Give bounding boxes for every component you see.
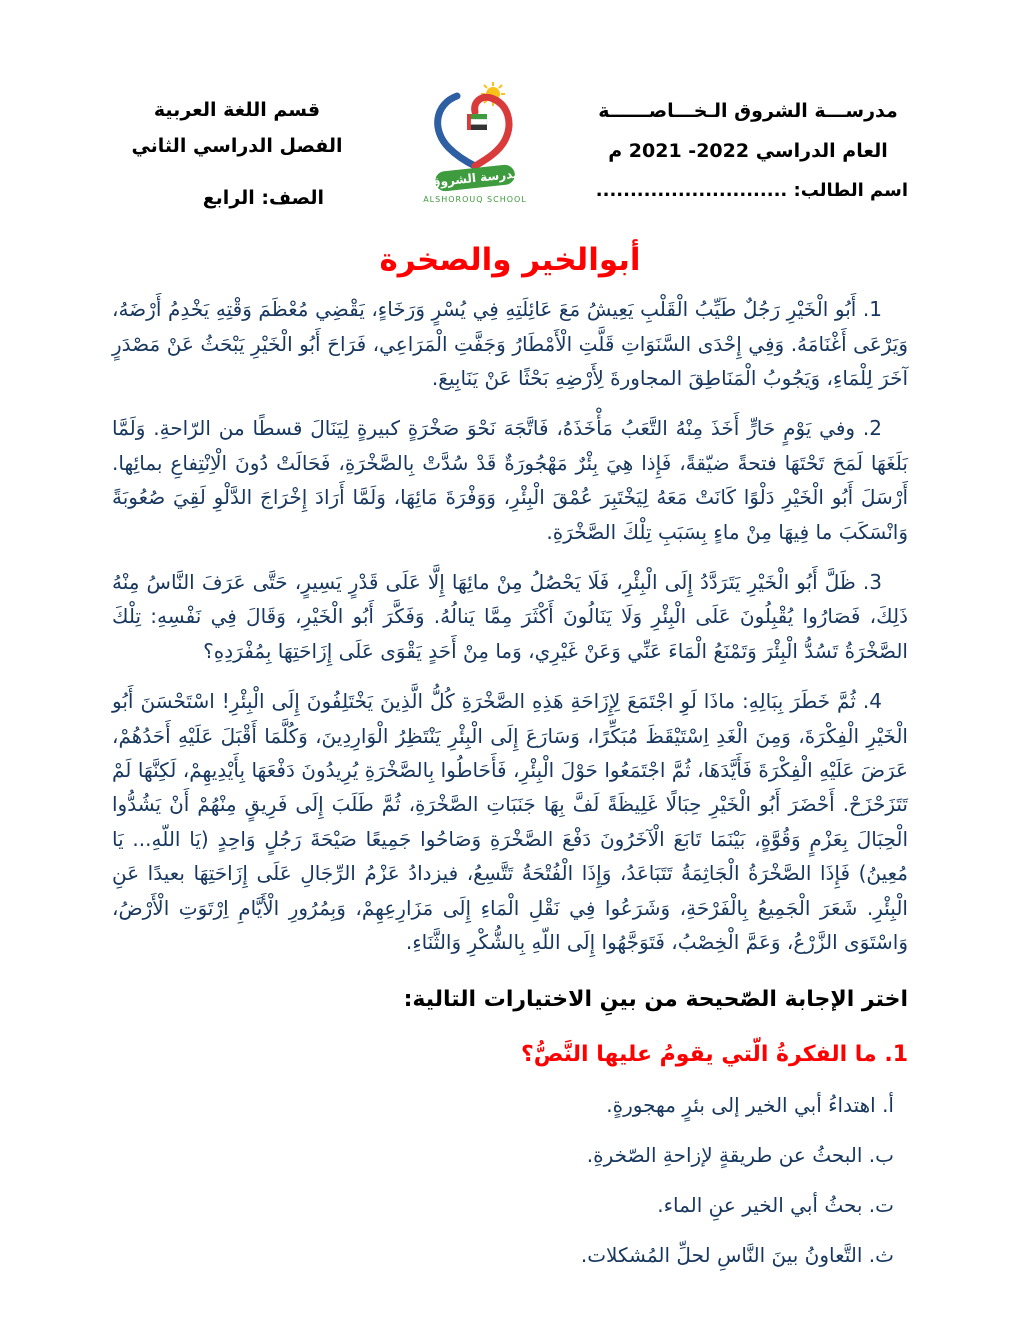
quiz-instruction: اختر الإجابة الصّحيحة من بينِ الاختيارات التالية: [403,987,908,1013]
school-logo [400,78,550,206]
quiz-option-th: ث. التَّعاونُ بينَ النَّاسِ لحلِّ المُشكلات. [580,1243,894,1268]
quiz-option-t: ت. بحثُ أبي الخير عنِ الماء. [657,1193,894,1218]
logo-english-name: ALSHOROUQ SCHOOL [423,195,527,204]
student-name-line: اسم الطالب: ............................ [595,179,908,201]
page-title: أبوالخير والصخرة [379,242,641,279]
semester: الفصل الدراسي الثاني [131,135,343,158]
quiz-question-1: 1. ما الفكرةُ الّتي يقومُ عليها النَّصُّ؟ [521,1042,908,1068]
school-info-block [588,92,908,210]
story-text [112,292,908,959]
quiz-option-a: أ. اهتداءُ أبي الخير إلى بئرٍ مهجورةٍ. [606,1093,894,1118]
page-header [112,92,908,216]
school-name: مدرســـة الشروق الـخـــاصــــــة [598,100,898,122]
story-paragraph-3: 3. ظَلَّ أَبُو الْخَيْرِ يَتَرَدَّدُ إِلَى الْبِئْرِ، فَلَا يَحْصُلُ مِنْ مائِهَا إِلَّا عَلَى قَدْرٍ يَسِيرٍ، حَتَّى عَرَفَ النَّاسُ مِنْهُ ذَلِكَ، فَصَارُوا يُقْبِلُونَ عَلَى الْبِئْرِ وَلَا يَنَالُونَ أَكْثَرَ مِمَّا يَنالُهُ. وَفَكَّرَ أَبُو الْخَيْرِ، وَقَالَ فِي نَفْسِهِ: تِلْكَ الصَّخْرَةُ تَسُدُّ الْبِئْرَ وَتَمْنَعُ الْمَاءَ عَنِّي وَعَنْ غَيْرِي، وَما مِنْ أَحَدٍ يَقْوَى عَلَى إِزَاحَتِهَا بِمُفْرَدِهِ؟ [112,570,908,663]
logo-arabic-name: مدرسة الشروق [429,166,521,190]
story-paragraph-1: 1. أَبُو الْخَيْرِ رَجُلٌ طَيِّبُ الْقَلْبِ يَعِيشُ مَعَ عَائِلَتِهِ فِي يُسْرٍ وَرَخَاءٍ، يَقْضِي مُعْظَمَ وَقْتِهِ يَخْدِمُ أَرْضَهُ، وَيَرْعَى أَغْنَامَهُ. وَفِي إِحْدَى السَّنَوَاتِ قَلَّتِ الْأَمْطَارُ وَجَفَّتِ الْمَرَاعِي، فَرَاحَ أَبُو الْخَيْرِ يَبْحَثُ عَنْ مَصْدَرٍ آخَرَ لِلْمَاءِ، وَيَجُوبُ الْمَنَاطِقَ المجاورةَ لِأَرْضِهِ بَحْثًا عَنْ يَنَابِيعَ. [112,297,908,391]
story-paragraph-4: 4. ثُمَّ خَطَرَ بِبَالِهِ: ماذَا لَوِ اجْتَمَعَ لِإِزَاحَةِ هَذِهِ الصَّخْرَةِ كُلُّ الَّذِينَ يَخْتَلِفُونَ إِلَى الْبِئْرِ! اسْتَحْسَنَ أَبُو الْخَيْرِ الْفِكْرَةَ، وَمِنَ الْغَدِ اِسْتَيْقَظَ مُبَكِّرًا، وَسَارَعَ إِلَى الْبِئْرِ يَنْتَظِرُ الْوَارِدِينَ، وَكُلَّمَا أَقْبَلَ عَلَيْهِ أَحَدُهُمْ، عَرَضَ عَلَيْهِ الْفِكْرَةَ فَأَيَّدَهَا، ثُمَّ اجْتَمَعُوا حَوْلَ الْبِئْرِ، فَأَحَاطُوا بِالصَّخْرَةِ يُرِيدُونَ دَفْعَهَا بِأَيْدِيهِمْ، لَكِنَّهَا لَمْ تَتَزَحْزَحْ. أَحْضَرَ أَبُو الْخَيْرِ حِبَالًا غَلِيظَةً لَفَّ بِهَا جَنَبَاتِ الصَّخْرَةِ، ثُمَّ طَلَبَ إِلَى فَرِيقٍ مِنْهُمْ أَنْ يَشُدُّوا الْحِبَالَ بِعَزْمٍ وَقُوَّةٍ، بَيْنَمَا تَابَعَ الْآخَرُونَ دَفْعَ الصَّخْرَةِ وَصَاحُوا جَمِيعًا صَيْحَةَ رَجُلٍ وَاحِدٍ (يَا اللّهِ... يَا مُعِينُ) فَإِذَا الصَّخْرَةُ الْجَاثِمَةُ تَتَبَاعَدُ، وَإِذَا الْفُتْحَةُ تَتَّسِعُ، فيزدادُ عَزْمُ الرِّجَالِ عَلَى إِزَاحَتِهَا بعيدًا عَنِ الْبِئْرِ. شَعَرَ الْجَمِيعُ بِالْفَرْحَةِ، وَشَرَعُوا فِي نَقْلِ الْمَاءِ إِلَى مَزَارِعِهِمْ، وَبِمُرُورِ الْأَيَّامِ اِرْتَوَتِ الْأَرْضُ، وَاسْتَوَى الزَّرْعُ، وَعَمَّ الْخِصْبُ، فَتَوَجَّهُوا إِلَى اللّهِ بِالشُّكْرِ وَالثَّنَاءِ. [112,689,908,954]
grade: الصف: الرابع [202,187,324,210]
department-name: قسم اللغة العربية [153,99,321,121]
story-paragraph-2: 2. وفي يَوْمٍ حَارٍّ أَخَذَ مِنْهُ التَّعَبُ مَأْخَذَهُ، فَاتَّجَهَ نَحْوَ صَخْرَةٍ كبيرةٍ لِيَنَالَ قسطًا من الرّاحةِ. وَلَمَّا بَلَغَهَا لَمَحَ تَحْتَهَا فتحةً ضيّقةً، فَإِذا هِيَ بِئْرٌ مَهْجُورَةٌ قَدْ سُدَّتْ بِالصَّخْرَةِ، فَحَالَتْ دُونَ الْاِنْتِفاعِ بمائِها. أَرْسَلَ أَبُو الْخَيْرِ دَلْوًا كَانَتْ مَعَهُ لِيَخْتَبِرَ عُمْقَ الْبِئْرِ، وَوَفْرَةَ مَائِهَا، وَلَمَّا أَرَادَ إِخْرَاجَ الدَّلْوِ لَقِيَ صُعُوبَةً وَانْسَكَبَ ما فِيهَا مِنْ ماءٍ بِسَبَبِ تِلْكَ الصَّخْرَةِ. [112,416,908,544]
quiz-section [112,987,908,1267]
school-logo-icon [405,78,545,206]
quiz-option-b: ب. البحثُ عن طريقةٍ لإزاحةِ الصّخرةِ. [586,1143,894,1168]
academic-year: العام الدراسي 2022- 2021 م [608,139,888,162]
department-info-block [112,92,362,216]
flag-icon [467,114,487,130]
